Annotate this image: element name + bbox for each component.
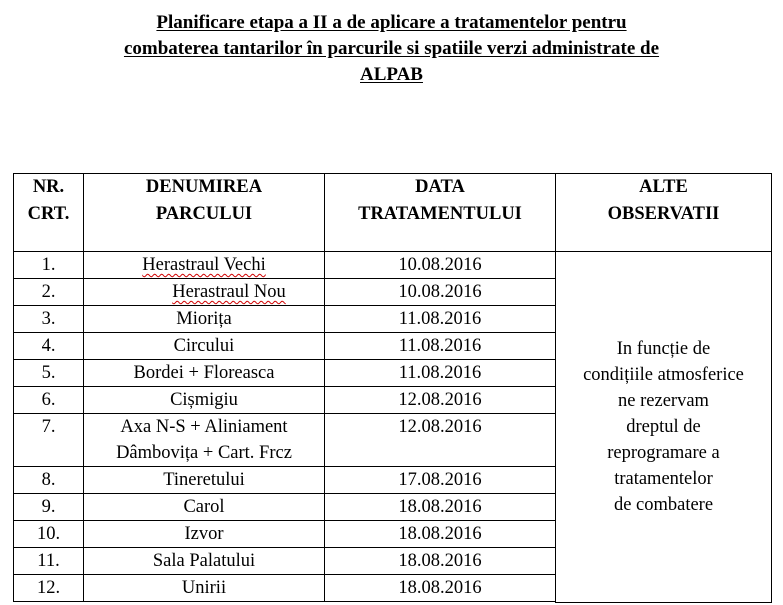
treatment-date: 11.08.2016: [325, 360, 556, 387]
row-number: 12.: [14, 575, 84, 602]
treatment-date: 18.08.2016: [325, 548, 556, 575]
treatment-date: 10.08.2016: [325, 252, 556, 279]
park-name: Unirii: [84, 575, 325, 602]
row-number: 6.: [14, 387, 84, 414]
treatment-date: 17.08.2016: [325, 467, 556, 494]
park-name: Miorița: [84, 306, 325, 333]
treatment-table-wrapper: [13, 173, 772, 603]
row-number: 4.: [14, 333, 84, 360]
document-title: [0, 10, 783, 88]
treatment-date: 18.08.2016: [325, 575, 556, 602]
park-name: Bordei + Floreasca: [84, 360, 325, 387]
park-name: Circului: [84, 333, 325, 360]
row-number: 2.: [14, 279, 84, 306]
treatment-date: 12.08.2016: [325, 387, 556, 414]
row-number: 1.: [14, 252, 84, 279]
table-header-row: [14, 174, 772, 252]
observations-cell: In funcție de condițiile atmosferice ne rezervam dreptul de reprogramare a tratamentelor de combatere: [556, 252, 772, 603]
treatment-date: 12.08.2016: [325, 414, 556, 467]
row-number: 3.: [14, 306, 84, 333]
park-name: Cișmigiu: [84, 387, 325, 414]
treatment-date: 10.08.2016: [325, 279, 556, 306]
title-line-1: Planificare etapa a II a de aplicare a tratamentelor pentru: [156, 12, 627, 33]
title-line-3: ALPAB: [360, 64, 423, 85]
park-name: Sala Palatului: [84, 548, 325, 575]
park-name: Carol: [84, 494, 325, 521]
park-name: Axa N-S + Aliniament Dâmbovița + Cart. Frcz: [84, 414, 325, 467]
row-number: 10.: [14, 521, 84, 548]
row-number: 8.: [14, 467, 84, 494]
table-row: [14, 252, 772, 279]
park-name: Herastraul Nou: [84, 279, 325, 306]
treatment-date: 11.08.2016: [325, 333, 556, 360]
header-data-tratamentului: DATA TRATAMENTULUI: [325, 174, 556, 252]
row-number: 9.: [14, 494, 84, 521]
treatment-date: 11.08.2016: [325, 306, 556, 333]
treatment-date: 18.08.2016: [325, 521, 556, 548]
row-number: 11.: [14, 548, 84, 575]
header-nr-crt: NR. CRT.: [14, 174, 84, 252]
treatment-date: 18.08.2016: [325, 494, 556, 521]
park-name: Tineretului: [84, 467, 325, 494]
title-line-2: combaterea tantarilor în parcurile si spatiile verzi administrate de: [123, 38, 660, 59]
park-name: Herastraul Vechi: [84, 252, 325, 279]
header-alte-observatii: ALTE OBSERVATII: [556, 174, 772, 252]
treatment-schedule-table: [13, 173, 772, 603]
header-denumirea-parcului: DENUMIREA PARCULUI: [84, 174, 325, 252]
park-name: Izvor: [84, 521, 325, 548]
row-number: 7.: [14, 414, 84, 467]
row-number: 5.: [14, 360, 84, 387]
